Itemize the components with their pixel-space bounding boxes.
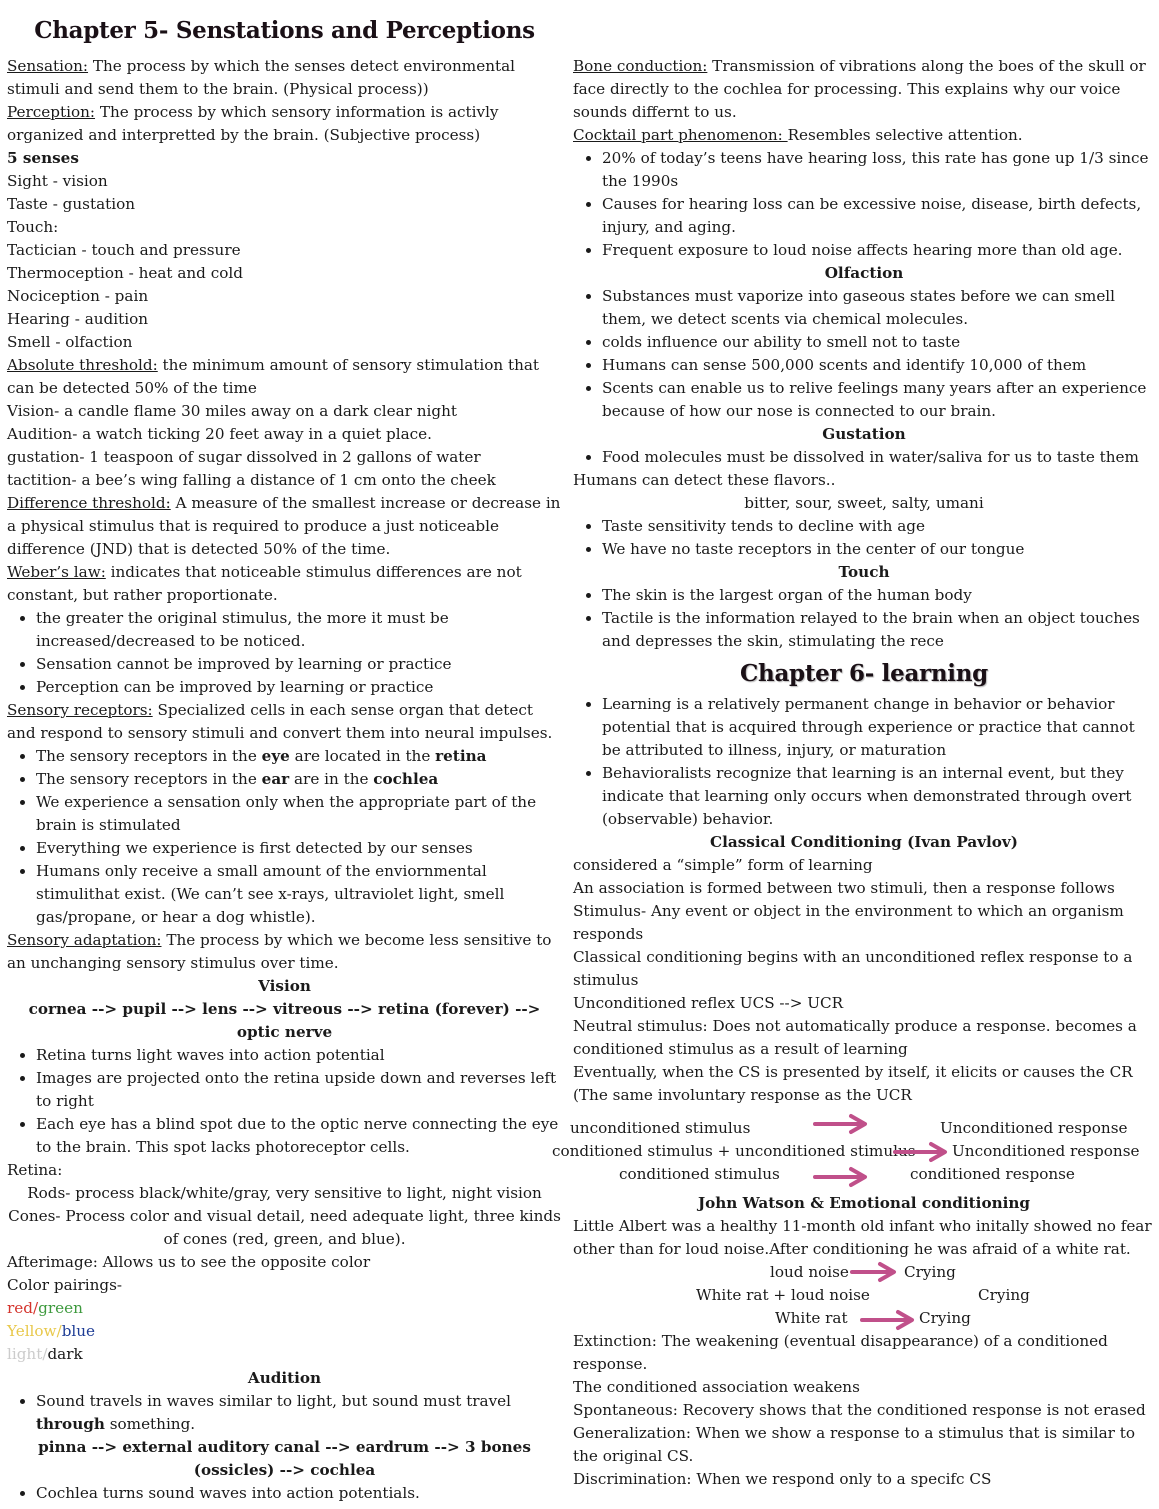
classical-line: considered a “simple” form of learning <box>573 856 873 874</box>
sense-item: Nociception - pain <box>7 287 149 305</box>
color-pair-light-dark: light/dark <box>7 1345 83 1363</box>
generalization-line: Generalization: When we show a response to a stimulus that is similar to the original CS. <box>573 1424 1135 1465</box>
ear-pathway: pinna --> external auditory canal --> eardrum --> 3 bones (ossicles) --> cochlea <box>38 1438 531 1479</box>
threshold-example: Vision- a candle flame 30 miles away on a dark clear night <box>7 402 457 420</box>
threshold-example: Audition- a watch ticking 20 feet away in a quiet place. <box>7 425 432 443</box>
arrow-icon <box>813 1113 871 1135</box>
learning-bullets <box>573 693 1155 831</box>
conditioning-flow <box>0 1117 1159 1186</box>
list-item: • Cochlea turns sound waves into action potentials. <box>36 1482 562 1505</box>
list-item: • Retina turns light waves into action potential <box>36 1044 562 1067</box>
flow-right: Crying <box>919 1309 971 1327</box>
flow-left: White rat <box>775 1309 848 1327</box>
extinction-line: The conditioned association weakens <box>573 1378 860 1396</box>
cones-description: Cones- Process color and visual detail, need adequate light, three kinds of cones (red, green, and blue). <box>8 1207 561 1248</box>
webers-law-bullets <box>7 607 562 699</box>
hearing-bullets <box>573 147 1155 262</box>
flow-row <box>0 1284 1159 1307</box>
classical-line: Classical conditioning begins with an unconditioned reflex response to a stimulus <box>573 948 1133 989</box>
absolute-threshold-definition: Absolute threshold: the minimum amount of sensory stimulation that can be detected 50% of the time <box>7 356 540 397</box>
arrow-icon <box>813 1166 871 1188</box>
sensation-definition: Sensation: The process by which the senses detect environmental stimuli and send them to the brain. (Physical process)) <box>7 57 515 98</box>
flow-right: Unconditioned response <box>940 1119 1128 1137</box>
sense-item: Smell - olfaction <box>7 333 133 351</box>
vision-pathway: cornea --> pupil --> lens --> vitreous --> retina (forever) --> optic nerve <box>28 1000 541 1041</box>
flow-right: conditioned response <box>910 1165 1075 1183</box>
sensory-receptors-definition: Sensory receptors: Specialized cells in each sense organ that detect and respond to sensory stimuli and convert them into neural impulses. <box>7 701 553 742</box>
list-item: • Causes for hearing loss can be excessive noise, disease, birth defects, injury, and aging. <box>602 193 1155 239</box>
color-pairings-label: Color pairings- <box>7 1276 123 1294</box>
flow-row <box>0 1163 1159 1186</box>
flow-left: White rat + loud noise <box>696 1286 870 1304</box>
classical-line: Unconditioned reflex UCS --> UCR <box>573 994 844 1012</box>
list-item: • Humans can sense 500,000 scents and identify 10,000 of them <box>602 354 1155 377</box>
color-pair-yellow-blue: Yellow/blue <box>7 1322 96 1340</box>
difference-threshold-definition: Difference threshold: A measure of the smallest increase or decrease in a physical stimulus that is required to produce a just noticeable difference (JND) that is detected 50% of the time. <box>7 494 561 558</box>
list-item: • Tactile is the information relayed to the brain when an object touches and depresses the skin, stimulating the rece <box>602 607 1155 653</box>
flow-left: loud noise <box>770 1263 849 1281</box>
list-item: • Behavioralists recognize that learning is an internal event, but they indicate that learning only occurs when demonstrated through overt (observable) behavior. <box>602 762 1155 831</box>
touch-heading: Touch <box>838 563 890 581</box>
cocktail-party-definition: Cocktail part phenomenon: Resembles selective attention. <box>573 126 1023 144</box>
spontaneous-recovery-line: Spontaneous: Recovery shows that the conditioned response is not erased <box>573 1401 1146 1419</box>
sense-item: Tactician - touch and pressure <box>7 241 241 259</box>
list-item: • The skin is the largest organ of the human body <box>602 584 1155 607</box>
list-item: • colds influence our ability to smell not to taste <box>602 331 1155 354</box>
flow-row <box>0 1140 1159 1163</box>
list-item: • We experience a sensation only when the appropriate part of the brain is stimulated <box>36 791 562 837</box>
flavors-list: bitter, sour, sweet, salty, umani <box>744 494 984 512</box>
list-item: • The sensory receptors in the eye are located in the retina <box>36 745 562 768</box>
audition-bullets <box>7 1390 562 1436</box>
list-item: • Learning is a relatively permanent change in behavior or behavior potential that is acquired through experience or practice that cannot be attributed to illness, injury, or maturation <box>602 693 1155 762</box>
gustation-bullets-2 <box>573 515 1155 561</box>
sensory-adaptation-definition: Sensory adaptation: The process by which we become less sensitive to an unchanging sensory stimulus over time. <box>7 931 552 972</box>
flow-right: Unconditioned response <box>952 1142 1140 1160</box>
olfaction-bullets <box>573 285 1155 423</box>
sense-item: Hearing - audition <box>7 310 148 328</box>
classical-line: Stimulus- Any event or object in the environment to which an organism responds <box>573 902 1124 943</box>
classical-line: An association is formed between two stimuli, then a response follows <box>573 879 1115 897</box>
list-item: • Each eye has a blind spot due to the optic nerve connecting the eye to the brain. This spot lacks photoreceptor cells. <box>36 1113 562 1159</box>
flow-right: Crying <box>978 1286 1030 1304</box>
sense-item: Sight - vision <box>7 172 108 190</box>
list-item: • Substances must vaporize into gaseous states before we can smell them, we detect scents via chemical molecules. <box>602 285 1155 331</box>
threshold-example: gustation- 1 teaspoon of sugar dissolved in 2 gallons of water <box>7 448 481 466</box>
olfaction-heading: Olfaction <box>824 264 904 282</box>
list-item: • Frequent exposure to loud noise affects hearing more than old age. <box>602 239 1155 262</box>
flow-row <box>0 1307 1159 1330</box>
gustation-heading: Gustation <box>822 425 906 443</box>
arrow-icon <box>850 1261 900 1283</box>
sense-item: Touch: <box>7 218 59 236</box>
bone-conduction-definition: Bone conduction: Transmission of vibrations along the boes of the skull or face directly to the cochlea for processing. This explains why our voice sounds differnt to us. <box>573 57 1146 121</box>
afterimage-definition: Afterimage: Allows us to see the opposite color <box>7 1253 371 1271</box>
flow-left: unconditioned stimulus <box>570 1119 751 1137</box>
flow-right: Crying <box>904 1263 956 1281</box>
arrow-icon <box>860 1309 918 1331</box>
extinction-line: Extinction: The weakening (eventual disappearance) of a conditioned response. <box>573 1332 1108 1373</box>
chapter-6-title: Chapter 6- learning <box>740 660 988 687</box>
flow-left: conditioned stimulus + unconditioned stimulus <box>552 1142 916 1160</box>
five-senses-heading: 5 senses <box>7 149 79 167</box>
list-item: • Scents can enable us to relive feelings many years after an experience because of how our nose is connected to our brain. <box>602 377 1155 423</box>
list-item: • 20% of today’s teens have hearing loss, this rate has gone up 1/3 since the 1990s <box>602 147 1155 193</box>
perception-definition: Perception: The process by which sensory information is activly organized and interpretted by the brain. (Subjective process) <box>7 103 499 144</box>
classical-line: Eventually, when the CS is presented by itself, it elicits or causes the CR (The same involuntary response as the UCR <box>573 1063 1133 1104</box>
audition-heading: Audition <box>247 1369 322 1387</box>
retina-label: Retina: <box>7 1161 63 1179</box>
gustation-bullets-1 <box>573 446 1155 469</box>
list-item: • Perception can be improved by learning or practice <box>36 676 562 699</box>
flow-left: conditioned stimulus <box>619 1165 780 1183</box>
color-pair-red-green: red/green <box>7 1299 83 1317</box>
list-item: • The sensory receptors in the ear are in the cochlea <box>36 768 562 791</box>
senses-list <box>7 170 562 354</box>
albert-flow <box>0 1261 1159 1330</box>
rods-description: Rods- process black/white/gray, very sensitive to light, night vision <box>27 1184 542 1202</box>
chapter-5-title: Chapter 5- Senstations and Perceptions <box>34 17 535 44</box>
flavors-intro: Humans can detect these flavors.. <box>573 471 836 489</box>
discrimination-line: Discrimination: When we respond only to a specifc CS <box>573 1470 992 1488</box>
classical-conditioning-heading: Classical Conditioning (Ivan Pavlov) <box>710 833 1018 851</box>
threshold-example: tactition- a bee’s wing falling a distance of 1 cm onto the cheek <box>7 471 496 489</box>
list-item: • Everything we experience is first detected by our senses <box>36 837 562 860</box>
sense-item: Thermoception - heat and cold <box>7 264 243 282</box>
little-albert-description: Little Albert was a healthy 11-month old infant who initally showed no fear other than for loud noise.After conditioning he was afraid of a white rat. <box>573 1217 1152 1258</box>
vision-heading: Vision <box>258 977 311 995</box>
sense-item: Taste - gustation <box>7 195 136 213</box>
arrow-icon <box>893 1141 951 1163</box>
webers-law-definition: Weber’s law: indicates that noticeable stimulus differences are not constant, but rather proportionate. <box>7 563 522 604</box>
list-item: • the greater the original stimulus, the more it must be increased/decreased to be noticed. <box>36 607 562 653</box>
list-item: • We have no taste receptors in the center of our tongue <box>602 538 1155 561</box>
watson-heading: John Watson & Emotional conditioning <box>697 1194 1031 1212</box>
list-item: • Sound travels in waves similar to light, but sound must travel through something. <box>36 1390 562 1436</box>
flow-row <box>0 1117 1159 1140</box>
right-column <box>552 0 1155 1491</box>
list-item: • Sensation cannot be improved by learning or practice <box>36 653 562 676</box>
list-item: • Food molecules must be dissolved in water/saliva for us to taste them <box>602 446 1155 469</box>
classical-line: Neutral stimulus: Does not automatically produce a response. becomes a conditioned stimulus as a result of learning <box>573 1017 1137 1058</box>
list-item: • Humans only receive a small amount of the enviornmental stimulithat exist. (We can’t see x-rays, ultraviolet light, smell gas/propane, or hear a dog whistle). <box>36 860 562 929</box>
touch-bullets <box>573 584 1155 653</box>
flow-row <box>0 1261 1159 1284</box>
cochlea-bullets <box>7 1482 562 1505</box>
list-item: • Images are projected onto the retina upside down and reverses left to right <box>36 1067 562 1113</box>
receptor-bullets <box>7 745 562 929</box>
list-item: • Taste sensitivity tends to decline with age <box>602 515 1155 538</box>
